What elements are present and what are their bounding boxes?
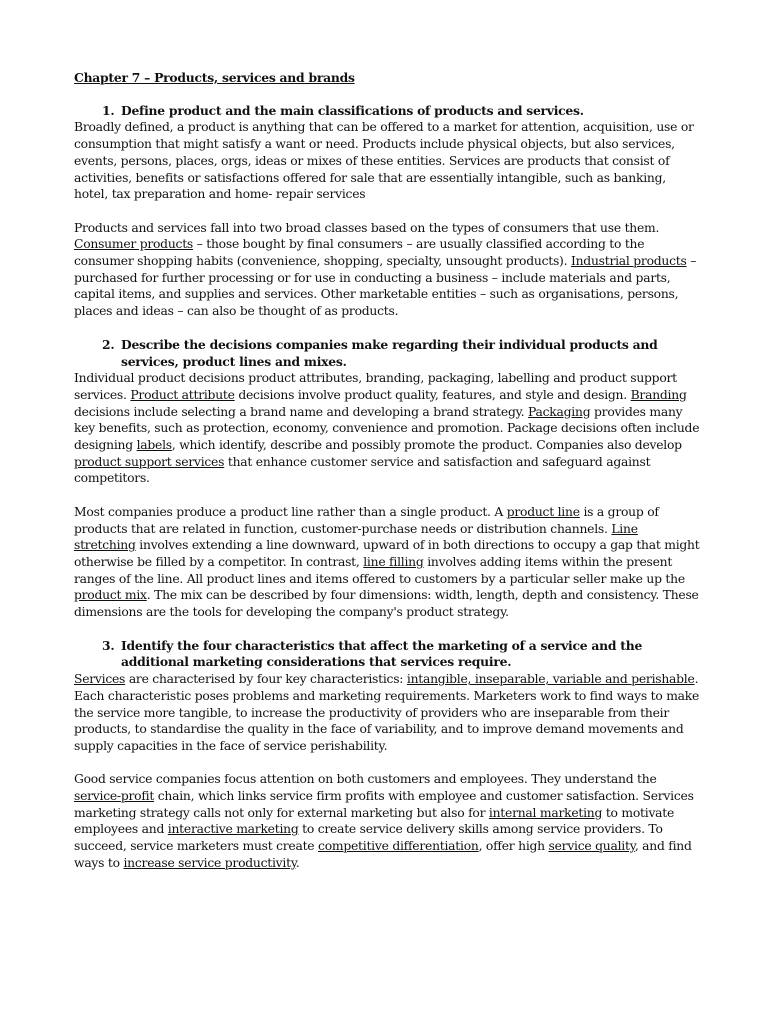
underlined-term: internal marketing [488, 805, 603, 820]
paragraph [74, 220, 700, 320]
section-number: 2. [102, 336, 115, 352]
underlined-term: product mix [74, 588, 147, 603]
paragraph [74, 370, 700, 487]
underlined-term: Line stretching [74, 521, 638, 553]
section-heading-text: Define product and the main classifications of products and services. [121, 102, 584, 118]
paragraph [74, 671, 700, 755]
text-run: – those bought by final consumers – are usually classified according to the consumer shopping habits (convenience, shopping, specialty, unsought products). [74, 237, 645, 269]
underlined-term: product line [506, 504, 580, 519]
underlined-term: interactive marketing [167, 822, 299, 837]
underlined-term: intangible, inseparable, variable and perishable [406, 672, 695, 687]
paragraph [74, 771, 700, 871]
text-run: to motivate employees and [74, 805, 675, 837]
underlined-term: Services [74, 672, 126, 687]
text-run: Good service companies focus attention on both customers and employees. They understand the [74, 772, 657, 787]
section-heading [74, 103, 700, 120]
text-run: , and find ways to [74, 839, 692, 870]
text-run: – purchased for further processing or for use in conducting a business – include materials and parts, capital items, and supplies and services. Other marketable entities – such as organisations, persons, places and ideas – can also be thought of as products. [74, 254, 697, 319]
document-title: Chapter 7 – Products, services and brands [74, 70, 355, 85]
section-number: 1. [102, 102, 115, 118]
text-run: to create service delivery skills among service providers. To succeed, service marketers must create [74, 822, 663, 854]
text-run: involves extending a line downward, upward of in both directions to occupy a gap that might otherwise be filled by a competitor. In contrast, [74, 538, 700, 569]
section-heading [74, 638, 700, 671]
text-run: . [295, 855, 300, 870]
underlined-term: service quality [548, 839, 635, 854]
underlined-term: competitive differentiation [318, 839, 479, 854]
underlined-term: Industrial products [570, 254, 687, 269]
section-2 [74, 337, 700, 621]
underlined-term: Packaging [528, 404, 591, 419]
text-run: is a group of products that are related in function, customer-purchase needs or distribution channels. [74, 504, 659, 536]
text-run: , which identify, describe and possibly promote the product. Companies also develop [171, 438, 682, 453]
text-run: Most companies produce a product line rather than a single product. A [74, 504, 507, 519]
underlined-term: Product attribute [130, 387, 235, 402]
text-run: decisions include selecting a brand name and developing a brand strategy. [74, 404, 529, 419]
section-heading-text: Describe the decisions companies make regarding their individual products and services, product lines and mixes. [121, 336, 658, 369]
section-heading-text: Identify the four characteristics that affect the marketing of a service and the additional marketing considerations that services require. [121, 637, 643, 670]
text-run: , offer high [478, 839, 549, 854]
document-page [74, 70, 700, 889]
underlined-term: Branding [630, 387, 687, 402]
underlined-term: increase service productivity [123, 855, 296, 870]
text-run: Products and services fall into two broad classes based on the types of consumers that use them. [74, 220, 660, 235]
underlined-term: line filling [363, 554, 424, 569]
text-run: . Each characteristic poses problems and marketing requirements. Marketers work to find ways to make the service more tangible, to increase the productivity of providers who are inseparable from their products, to standardise the quality in the face of variability, and to improve demand movements and supply capacities in the face of service perishability. [74, 672, 700, 753]
underlined-term: service-profit [74, 789, 155, 804]
text-run: . The mix can be described by four dimensions: width, length, depth and consistency. These dimensions are the tools for developing the company's product strategy. [74, 588, 699, 620]
section-number: 3. [102, 637, 115, 653]
section-3 [74, 638, 700, 872]
text-run: are characterised by four key characteristics: [125, 672, 407, 687]
section-1 [74, 103, 700, 320]
text-run: chain, which links service firm profits with employee and customer satisfaction. Services marketing strategy calls not only for external marketing but also for [74, 789, 694, 820]
text-run: decisions involve product quality, features, and style and design. [234, 387, 631, 402]
paragraph [74, 504, 700, 621]
underlined-term: Consumer products [74, 237, 193, 252]
section-heading [74, 337, 700, 370]
text-run: provides many key benefits, such as protection, economy, convenience and promotion. Package decisions often include designing [74, 404, 700, 453]
text-run: involves adding items within the present ranges of the line. All product lines and items offered to customers by a particular seller make up the [74, 554, 685, 586]
text-run: that enhance customer service and satisfaction and safeguard against competitors. [74, 454, 651, 486]
text-run: Individual product decisions product attributes, branding, packaging, labelling and product support services. [74, 371, 677, 402]
sections-container [74, 103, 700, 872]
paragraph [74, 119, 700, 203]
underlined-term: labels [136, 438, 172, 453]
text-run: Broadly defined, a product is anything that can be offered to a market for attention, acquisition, use or consumption that might satisfy a want or need. Products include physical objects, but also services, events, persons, places, orgs, ideas or mixes of these entities. Services are products that consist of activities, benefits or satisfactions offered for sale that are essentially intangible, such as banking, hotel, tax preparation and home- repair services [74, 120, 694, 202]
underlined-term: product support services [74, 454, 225, 469]
